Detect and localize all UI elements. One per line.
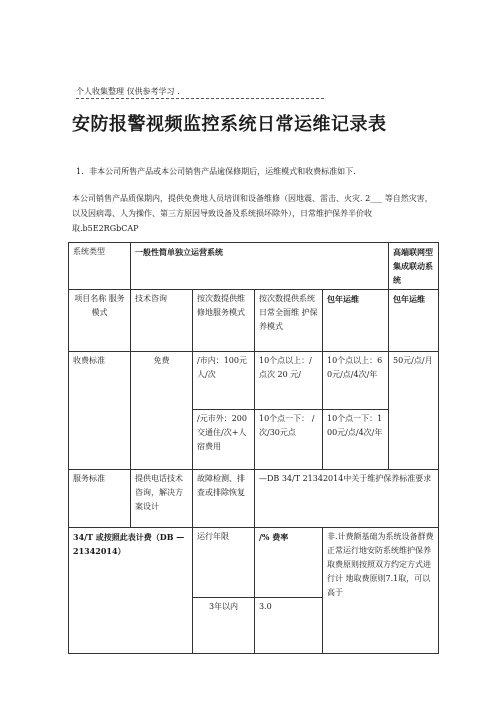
paragraph-2: 本公司销售产品质保期内，提供免费地人员培训和设备维修（因地震、雷击、火灾. 2___ 等自然灾害，以及因病毒、人为操作、第三方原因导致设备及系统损坏除外），日常维护保养半价收取.b5E2RGbCAP (72, 194, 433, 233)
cell-10plus-per-visit: 10个点以上：/点次 20 元/ (255, 352, 323, 410)
table-row (69, 290, 439, 352)
cell-annual-1: 包年运维 (323, 290, 389, 352)
cell-annual-2: 包年运维 (389, 290, 439, 352)
cell-under10-per-visit: 10个点一下： /次/30元点 (255, 410, 323, 470)
cell-simple-system: 一般性简单独立运营系统 (131, 243, 389, 290)
cell-per-repair: 按次数提供维修地服务模式 (193, 290, 255, 352)
cell-fee-label: 收费标准 (69, 352, 131, 470)
cell-networked-system: 高端联网型集成联动系统 (389, 243, 439, 290)
cell-service-standard-label: 服务标准 (69, 470, 131, 528)
paragraph-1: 1．非本公司所售产品或本公司销售产品逾保修期后，运维模式和收费标准如下. (76, 167, 356, 176)
cell-free: 免费 (131, 352, 193, 470)
document-title: 安防报警视频监控系统日常运维记录表 (72, 114, 387, 135)
cell-service-mode-label: 项目名称 服务模式 (69, 290, 131, 352)
cell-db-standard: —DB 34/T 21342014中关于维护保养标准要求 (255, 470, 439, 528)
cell-within-3-years: 3年以内 (193, 598, 255, 654)
table-row (69, 243, 439, 290)
table-row (69, 528, 439, 598)
cell-fee-principle: 非.计费额基础为系统设备群费正常运行地安防系统维护保养取费原则按照双方约定方式进行计 地取费原则7.1取，可以高于 (323, 528, 439, 654)
cell-billing-by-table: 34/T 或按照此表计费（DB —21342014） (69, 528, 193, 654)
table-row (69, 470, 439, 528)
cell-years-label: 运行年限 (193, 528, 255, 598)
cell-under10-annual: 10个点一下：100元/点/4次/年 (323, 410, 389, 470)
cell-city-fee: /市内：100元人/次 (193, 352, 255, 410)
cell-rate-3: 3.0 (255, 598, 323, 654)
cell-system-type-label: 系统类型 (69, 243, 131, 290)
cell-outside-fee: /元市外：200交通住/次+人宿费用 (193, 410, 255, 470)
cell-tech-consult: 技术咨询 (131, 290, 193, 352)
page-header: 个人收集整理 仅供参考学习 . (76, 86, 324, 99)
cell-monthly: 50元/点/月 (389, 352, 439, 470)
cell-per-maintenance: 按次数提供系统日常全面维 护保养模式 (255, 290, 323, 352)
cell-10plus-annual: 10个点以上：60元/点/4次/年 (323, 352, 389, 410)
cell-fault-detection: 故障检测、排查或排除恢复 (193, 470, 255, 528)
table-row (69, 352, 439, 410)
cell-rate-label: /% 费率 (255, 528, 323, 598)
cell-phone-support: 提供电话技术咨询，解决方案设计 (131, 470, 193, 528)
service-table (68, 242, 439, 654)
